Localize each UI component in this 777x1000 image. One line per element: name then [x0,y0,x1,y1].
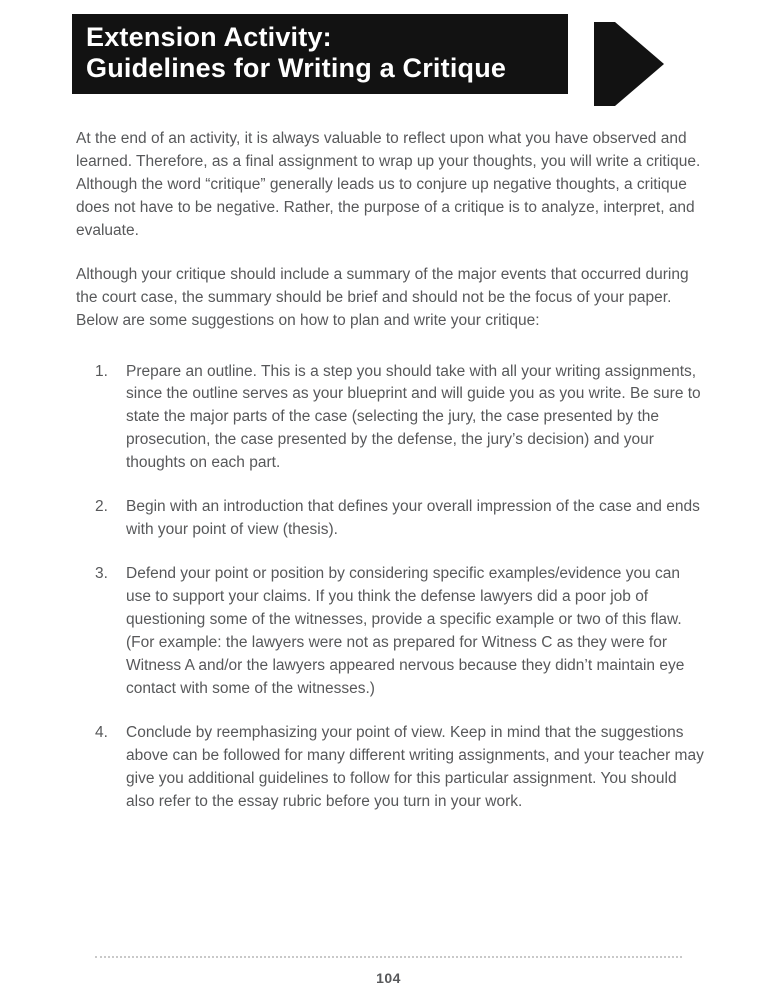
page-footer [0,956,777,1000]
list-item [95,496,707,542]
page-title-line-2: Guidelines for Writing a Critique [86,53,507,84]
list-item-text: Begin with an introduction that defines your overall impression of the case and ends with your point of view (thesis). [126,498,700,539]
page-number: 104 [376,970,401,986]
list-item-text: Conclude by reemphasizing your point of view. Keep in mind that the suggestions above can be followed for many different writing assignments, and your teacher may give you additional guidelines to follow for this particular assignment. You should also refer to the essay rubric before you turn in your work. [126,723,704,810]
list-item-number: 3. [95,565,108,583]
list-item-number: 2. [95,498,108,516]
list-item-number: 1. [95,362,108,380]
page-title-line-1: Extension Activity: [86,22,332,52]
title-banner [72,14,568,94]
dotted-divider [95,956,682,958]
list-item [95,361,707,476]
body-text [0,100,777,834]
list-item-text: Prepare an outline. This is a step you should take with all your writing assignments, since the outline serves as your blueprint and will guide you as you write. Be sure to state the major parts of the case (selecting the jury, the case presented by the prosecution, the case presented by the defense, the jury’s decision) and your thoughts on each part. [126,362,701,472]
arrow-right-icon [594,22,664,106]
page-header [0,14,777,100]
list-item-number: 4. [95,723,108,741]
list-item [95,563,707,701]
summary-paragraph: Although your critique should include a summary of the major events that occurred during the court case, the summary should be brief and should not be the focus of your paper. Below are some suggestions on how to plan and write your critique: [76,265,689,329]
list-item-text: Defend your point or position by considering specific examples/evidence you can use to support your claims. If you think the defense lawyers did a poor job of questioning some of the witnesses, provide a specific example or two of this flaw. (For example: the lawyers were not as prepared for Witness C as they were for Witness A and/or the lawyers appeared nervous because they didn’t maintain eye contact with some of the witnesses.) [126,565,685,697]
list-item [95,722,707,814]
intro-paragraph: At the end of an activity, it is always valuable to reflect upon what you have observed and learned. Therefore, as a final assignment to wrap up your thoughts, you will write a critique. Although the word “critique” generally leads us to conjure up negative thoughts, a critique does not have to be negative. Rather, the purpose of a critique is to analyze, interpret, and evaluate. [76,130,701,239]
numbered-list [95,361,707,814]
